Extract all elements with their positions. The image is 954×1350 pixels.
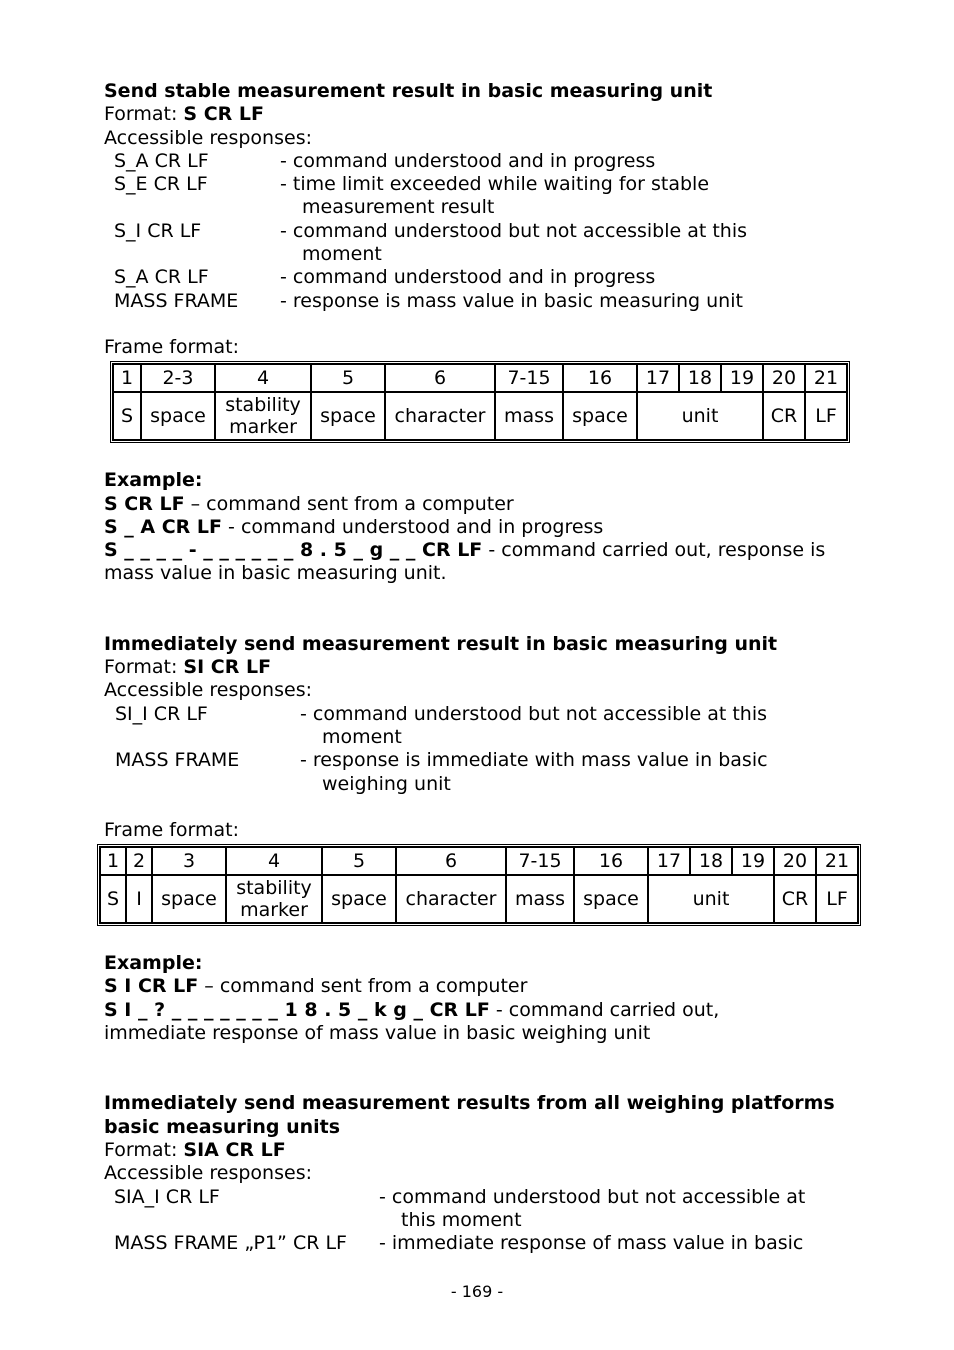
example-line: S I _ ? _ _ _ _ _ _ _ 1 8 . 5 _ k g _ CR LF - command carried out, immediate response of mass value in basic weighing unit <box>104 998 720 1045</box>
response-row-continuation: this moment <box>401 1208 522 1231</box>
responses-label: Accessible responses: <box>104 126 312 149</box>
table-cell: 3 <box>152 847 226 875</box>
frame-format-label: Frame format: <box>104 335 240 358</box>
table-cell: 17 <box>648 847 690 875</box>
table-cell: LF <box>805 392 847 440</box>
response-row-continuation: weighing unit <box>322 772 451 795</box>
table-cell: 17 <box>637 364 679 392</box>
table-header-row <box>113 364 847 392</box>
table-header-row <box>100 847 858 875</box>
table-cell: 4 <box>226 847 322 875</box>
table-cell: stability marker <box>226 875 322 923</box>
response-row: S_A CR LF - command understood and in progress <box>114 266 656 289</box>
response-row: SI_I CR LF - command understood but not accessible at this <box>115 702 768 725</box>
table-cell: 19 <box>732 847 774 875</box>
table-cell: space <box>152 875 226 923</box>
section-title: Immediately send measurement results from all weighing platforms basic measuring units <box>104 1092 835 1138</box>
table-cell: space <box>563 392 637 440</box>
table-body-row <box>113 392 847 440</box>
table-cell: space <box>574 875 648 923</box>
response-row-continuation: moment <box>322 725 402 748</box>
table-cell: 21 <box>805 364 847 392</box>
table-cell: CR <box>763 392 805 440</box>
response-row: S_E CR LF - time limit exceeded while waiting for stable <box>114 173 710 196</box>
table-cell: mass <box>506 875 574 923</box>
format-line: Format: SIA CR LF <box>104 1138 286 1161</box>
table-cell: 5 <box>322 847 396 875</box>
example-line: S _ A CR LF - command understood and in progress <box>104 515 604 538</box>
table-cell: 6 <box>385 364 495 392</box>
example-label: Example: <box>104 469 203 492</box>
table-cell: 18 <box>690 847 732 875</box>
format-value: SI CR LF <box>183 656 272 679</box>
example-line: S CR LF – command sent from a computer <box>104 492 514 515</box>
example-label: Example: <box>104 952 203 975</box>
frame-format-table <box>110 361 850 443</box>
table-cell: I <box>126 875 152 923</box>
response-row-continuation: measurement result <box>302 196 495 219</box>
table-cell: unit <box>637 392 763 440</box>
format-value: S CR LF <box>183 103 264 126</box>
table-cell: LF <box>816 875 858 923</box>
table-cell: S <box>100 875 126 923</box>
response-row: MASS FRAME „P1” CR LF - immediate response of mass value in basic <box>114 1232 804 1255</box>
table-cell: 20 <box>763 364 805 392</box>
table-cell: 2 <box>126 847 152 875</box>
response-row: S_A CR LF - command understood and in progress <box>114 149 656 172</box>
table-cell: 6 <box>396 847 506 875</box>
table-cell: S <box>113 392 141 440</box>
table-cell: 1 <box>113 364 141 392</box>
table-cell: 16 <box>574 847 648 875</box>
table-cell: 19 <box>721 364 763 392</box>
table-cell: 5 <box>311 364 385 392</box>
frame-format-table <box>97 844 861 926</box>
example-line: S I CR LF – command sent from a computer <box>104 975 528 998</box>
table-cell: 7-15 <box>495 364 563 392</box>
table-cell: character <box>396 875 506 923</box>
example-line: S _ _ _ _ - _ _ _ _ _ _ 8 . 5 _ g _ _ CR LF - command carried out, response is mass value in basic measuring unit. <box>104 539 826 585</box>
table-cell: 21 <box>816 847 858 875</box>
table-cell: 1 <box>100 847 126 875</box>
format-line: Format: SI CR LF <box>104 656 272 679</box>
page-number: - 169 - <box>450 1282 504 1301</box>
table-cell: space <box>141 392 215 440</box>
table-cell: 18 <box>679 364 721 392</box>
section-title: Send stable measurement result in basic measuring unit <box>104 80 713 102</box>
responses-label: Accessible responses: <box>104 1162 312 1185</box>
table-cell: 20 <box>774 847 816 875</box>
table-cell: space <box>322 875 396 923</box>
table-cell: character <box>385 392 495 440</box>
response-row-continuation: moment <box>302 243 382 266</box>
table-cell: stability marker <box>215 392 311 440</box>
response-row: S_I CR LF - command understood but not accessible at this <box>114 219 748 242</box>
table-cell: mass <box>495 392 563 440</box>
format-line: Format: S CR LF <box>104 103 264 126</box>
table-cell: 16 <box>563 364 637 392</box>
frame-format-label: Frame format: <box>104 818 240 841</box>
responses-label: Accessible responses: <box>104 679 312 702</box>
table-cell: 4 <box>215 364 311 392</box>
table-cell: 2-3 <box>141 364 215 392</box>
table-body-row <box>100 875 858 923</box>
table-cell: CR <box>774 875 816 923</box>
response-row: SIA_I CR LF - command understood but not accessible at <box>114 1185 806 1208</box>
table-cell: space <box>311 392 385 440</box>
response-row: MASS FRAME - response is immediate with mass value in basic <box>115 749 768 772</box>
table-cell: 7-15 <box>506 847 574 875</box>
section-title: Immediately send measurement result in basic measuring unit <box>104 632 778 655</box>
format-value: SIA CR LF <box>183 1138 286 1161</box>
document-page <box>104 80 874 1255</box>
table-cell: unit <box>648 875 774 923</box>
response-row: MASS FRAME - response is mass value in basic measuring unit <box>114 289 743 312</box>
